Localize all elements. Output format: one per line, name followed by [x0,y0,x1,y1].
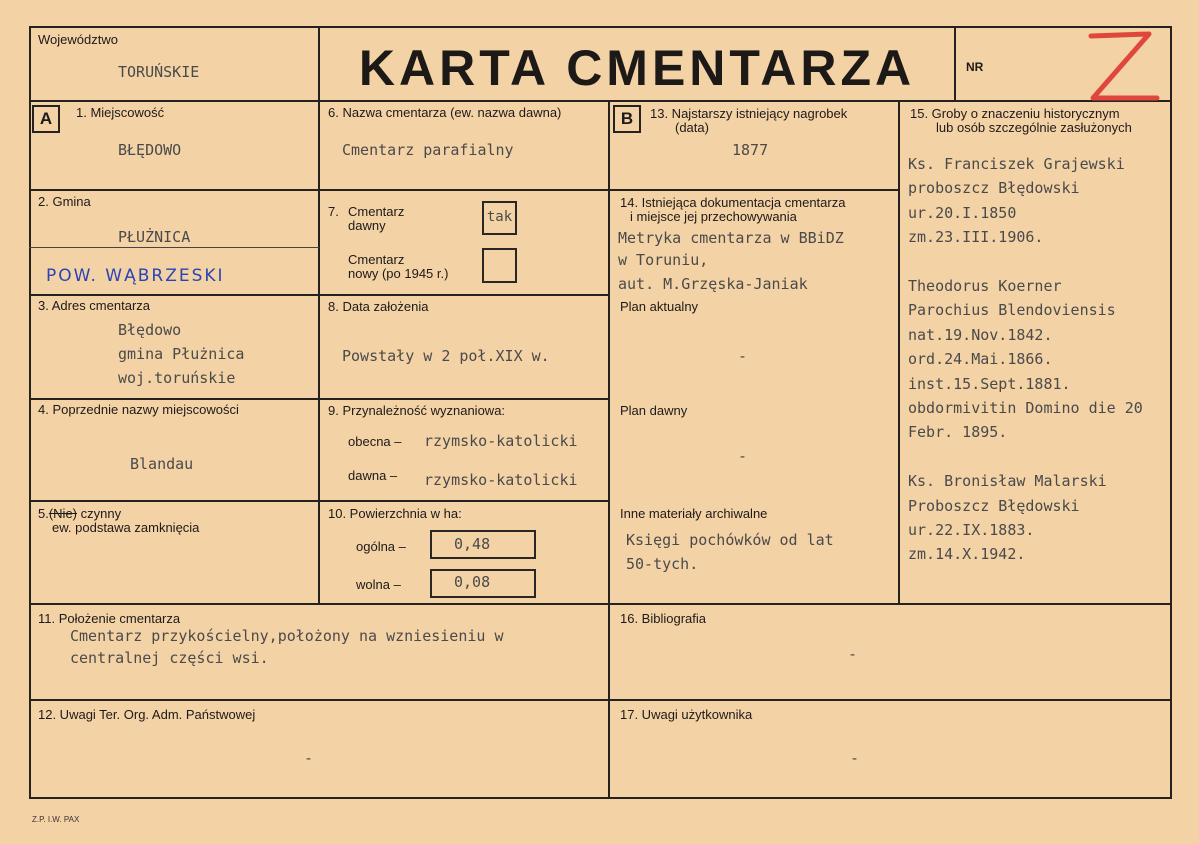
plan-aktualny-label: Plan aktualny [620,299,699,314]
field-2-handwritten: POW. WĄBRZESKI [46,266,225,286]
field-17-label: 17. Uwagi użytkownika [620,707,753,722]
field-5-label [38,506,121,521]
inne-materialy-line-2: 50-tych. [626,555,699,573]
plan-dawny-value: - [738,447,748,465]
field-9-obecna-value: rzymsko-katolicki [424,432,578,450]
field-15-line: Ks. Franciszek Grajewski [908,155,1125,173]
field-15-line: Proboszcz Błędowski [908,496,1080,515]
border-right [1170,26,1172,799]
field-14-label-2: i miejsce jej przechowywania [630,209,797,224]
field-7-nowy-label-2: nowy (po 1945 r.) [348,266,449,281]
field-4-value: Blandau [130,455,194,473]
field-15-line: ur.20.I.1850 [908,203,1017,222]
divider-col3 [898,100,900,604]
field-15-line: proboszcz Błędowski [908,179,1080,198]
field-7-nowy-box [482,248,517,283]
field-9-dawna-value: rzymsko-katolicki [424,471,578,489]
field-15-label-2: lub osób szczególnie zasłużonych [936,120,1132,135]
field-14-label-1: 14. Istniejąca dokumentacja cmentarza [620,195,846,210]
field-10-label: 10. Powierzchnia w ha: [328,506,462,521]
divider-col1 [318,26,320,604]
row-line [29,398,319,400]
row-line [608,189,899,191]
field-9-label: 9. Przynależność wyznaniowa: [328,403,506,418]
field-15-line: Febr. 1895. [908,423,1008,442]
border-top [29,26,1172,28]
field-15-line: zm.23.III.1906. [908,228,1044,247]
field-15-label-1: 15. Groby o znaczeniu historycznym [910,106,1120,121]
field-7-num: 7. [328,204,339,219]
divider-col2 [608,100,610,799]
field-15-line: inst.15.Sept.1881. [908,374,1071,393]
inne-materialy-line-1: Księgi pochówków od lat [626,531,834,549]
field-15-line: Theodorus Koerner [908,277,1062,295]
field-5-label-line2: ew. podstawa zamknięcia [52,520,200,535]
field-15-line: Parochius Blendoviensis [908,301,1116,320]
row-line [29,603,1172,605]
row-line [318,189,609,191]
field-16-label: 16. Bibliografia [620,611,706,626]
field-3-line-3: woj.toruńskie [118,369,236,387]
row-line [29,294,319,296]
field-12-value: - [304,749,314,767]
page-title: KARTA CMENTARZA [358,40,916,96]
wojewodztwo-label: Województwo [38,32,118,47]
field-13-label-2: (data) [675,120,709,135]
nr-label: NR [966,60,984,74]
field-5-rest: czynny [80,506,122,521]
field-11-line-1: Cmentarz przykościelny,położony na wzniesieniu w [70,627,504,645]
divider-nr [954,26,956,102]
field-17-value: - [850,749,860,767]
wojewodztwo-value: TORUŃSKIE [118,63,200,81]
field-15-line: Ks. Bronisław Malarski [908,472,1107,491]
plan-aktualny-value: - [738,347,748,365]
field-14-line-1: Metryka cmentarza w BBiDZ [618,229,844,247]
field-3-label: 3. Adres cmentarza [38,298,150,313]
row-line [29,699,1172,701]
inne-materialy-label: Inne materiały archiwalne [620,506,768,521]
border-left [29,26,31,799]
row-line [29,189,319,191]
field-6-value: Cmentarz parafialny [342,141,514,159]
field-6-label: 6. Nazwa cmentarza (ew. nazwa dawna) [328,105,562,120]
field-8-value: Powstały w 2 poł.XIX w. [342,347,550,365]
field-2-value: PŁUŻNICA [118,228,191,246]
field-1-label: 1. Miejscowość [76,105,165,120]
field-11-line-2: centralnej części wsi. [70,649,269,667]
field-3-line-2: gmina Płużnica [118,345,245,363]
field-15-line: obdormivitin Domino die 20 [908,399,1143,417]
row-line [29,500,319,502]
field-15-line: ur.22.IX.1883. [908,521,1035,539]
field-11-label: 11. Położenie cmentarza [38,611,181,626]
field-7-nowy-label-1: Cmentarz [348,252,405,267]
field-15-line: ord.24.Mai.1866. [908,350,1053,369]
section-b-letter: B [613,105,641,133]
field-10-ogolna-label: ogólna – [356,539,406,554]
field-14-line-3: aut. M.Grzęska-Janiak [618,275,808,293]
field-7-dawny-label-1: Cmentarz [348,204,405,219]
field-8-label: 8. Data założenia [328,299,429,314]
field-12-label: 12. Uwagi Ter. Org. Adm. Państwowej [38,707,256,722]
field-4-label: 4. Poprzednie nazwy miejscowości [38,402,239,417]
field-9-dawna-label: dawna – [348,468,398,483]
field-16-value: - [848,645,858,663]
field-14-line-2: w Toruniu, [618,251,709,269]
field-5-struck: (Nie) [48,506,78,521]
field-2-label: 2. Gmina [38,194,91,209]
field-9-obecna-label: obecna – [348,434,402,449]
field-10-wolna-label: wolna – [356,577,401,592]
divider-header [29,100,1172,102]
border-bottom [29,797,1172,799]
field-15-line: zm.14.X.1942. [908,545,1026,564]
field-7-dawny-label-2: dawny [348,218,386,233]
field-3-line-1: Błędowo [118,321,182,339]
field-10-wolna-value: 0,08 [454,573,491,591]
row-line [318,398,609,400]
nr-red-mark [1083,28,1163,104]
field-13-label-1: 13. Najstarszy istniejący nagrobek [650,106,848,121]
field-15-line: nat.19.Nov.1842. [908,325,1053,344]
field-5-num: 5. [38,506,49,521]
field-10-ogolna-value: 0,48 [454,535,491,553]
field-7-dawny-value: tak [486,209,513,225]
row-line [318,500,609,502]
field-1-value: BŁĘDOWO [118,141,182,159]
plan-dawny-label: Plan dawny [620,403,688,418]
field-13-value: 1877 [732,141,769,159]
section-a-letter: A [32,105,60,133]
row-line [318,294,609,296]
print-mark: Z.P. I.W. PAX [32,815,80,824]
